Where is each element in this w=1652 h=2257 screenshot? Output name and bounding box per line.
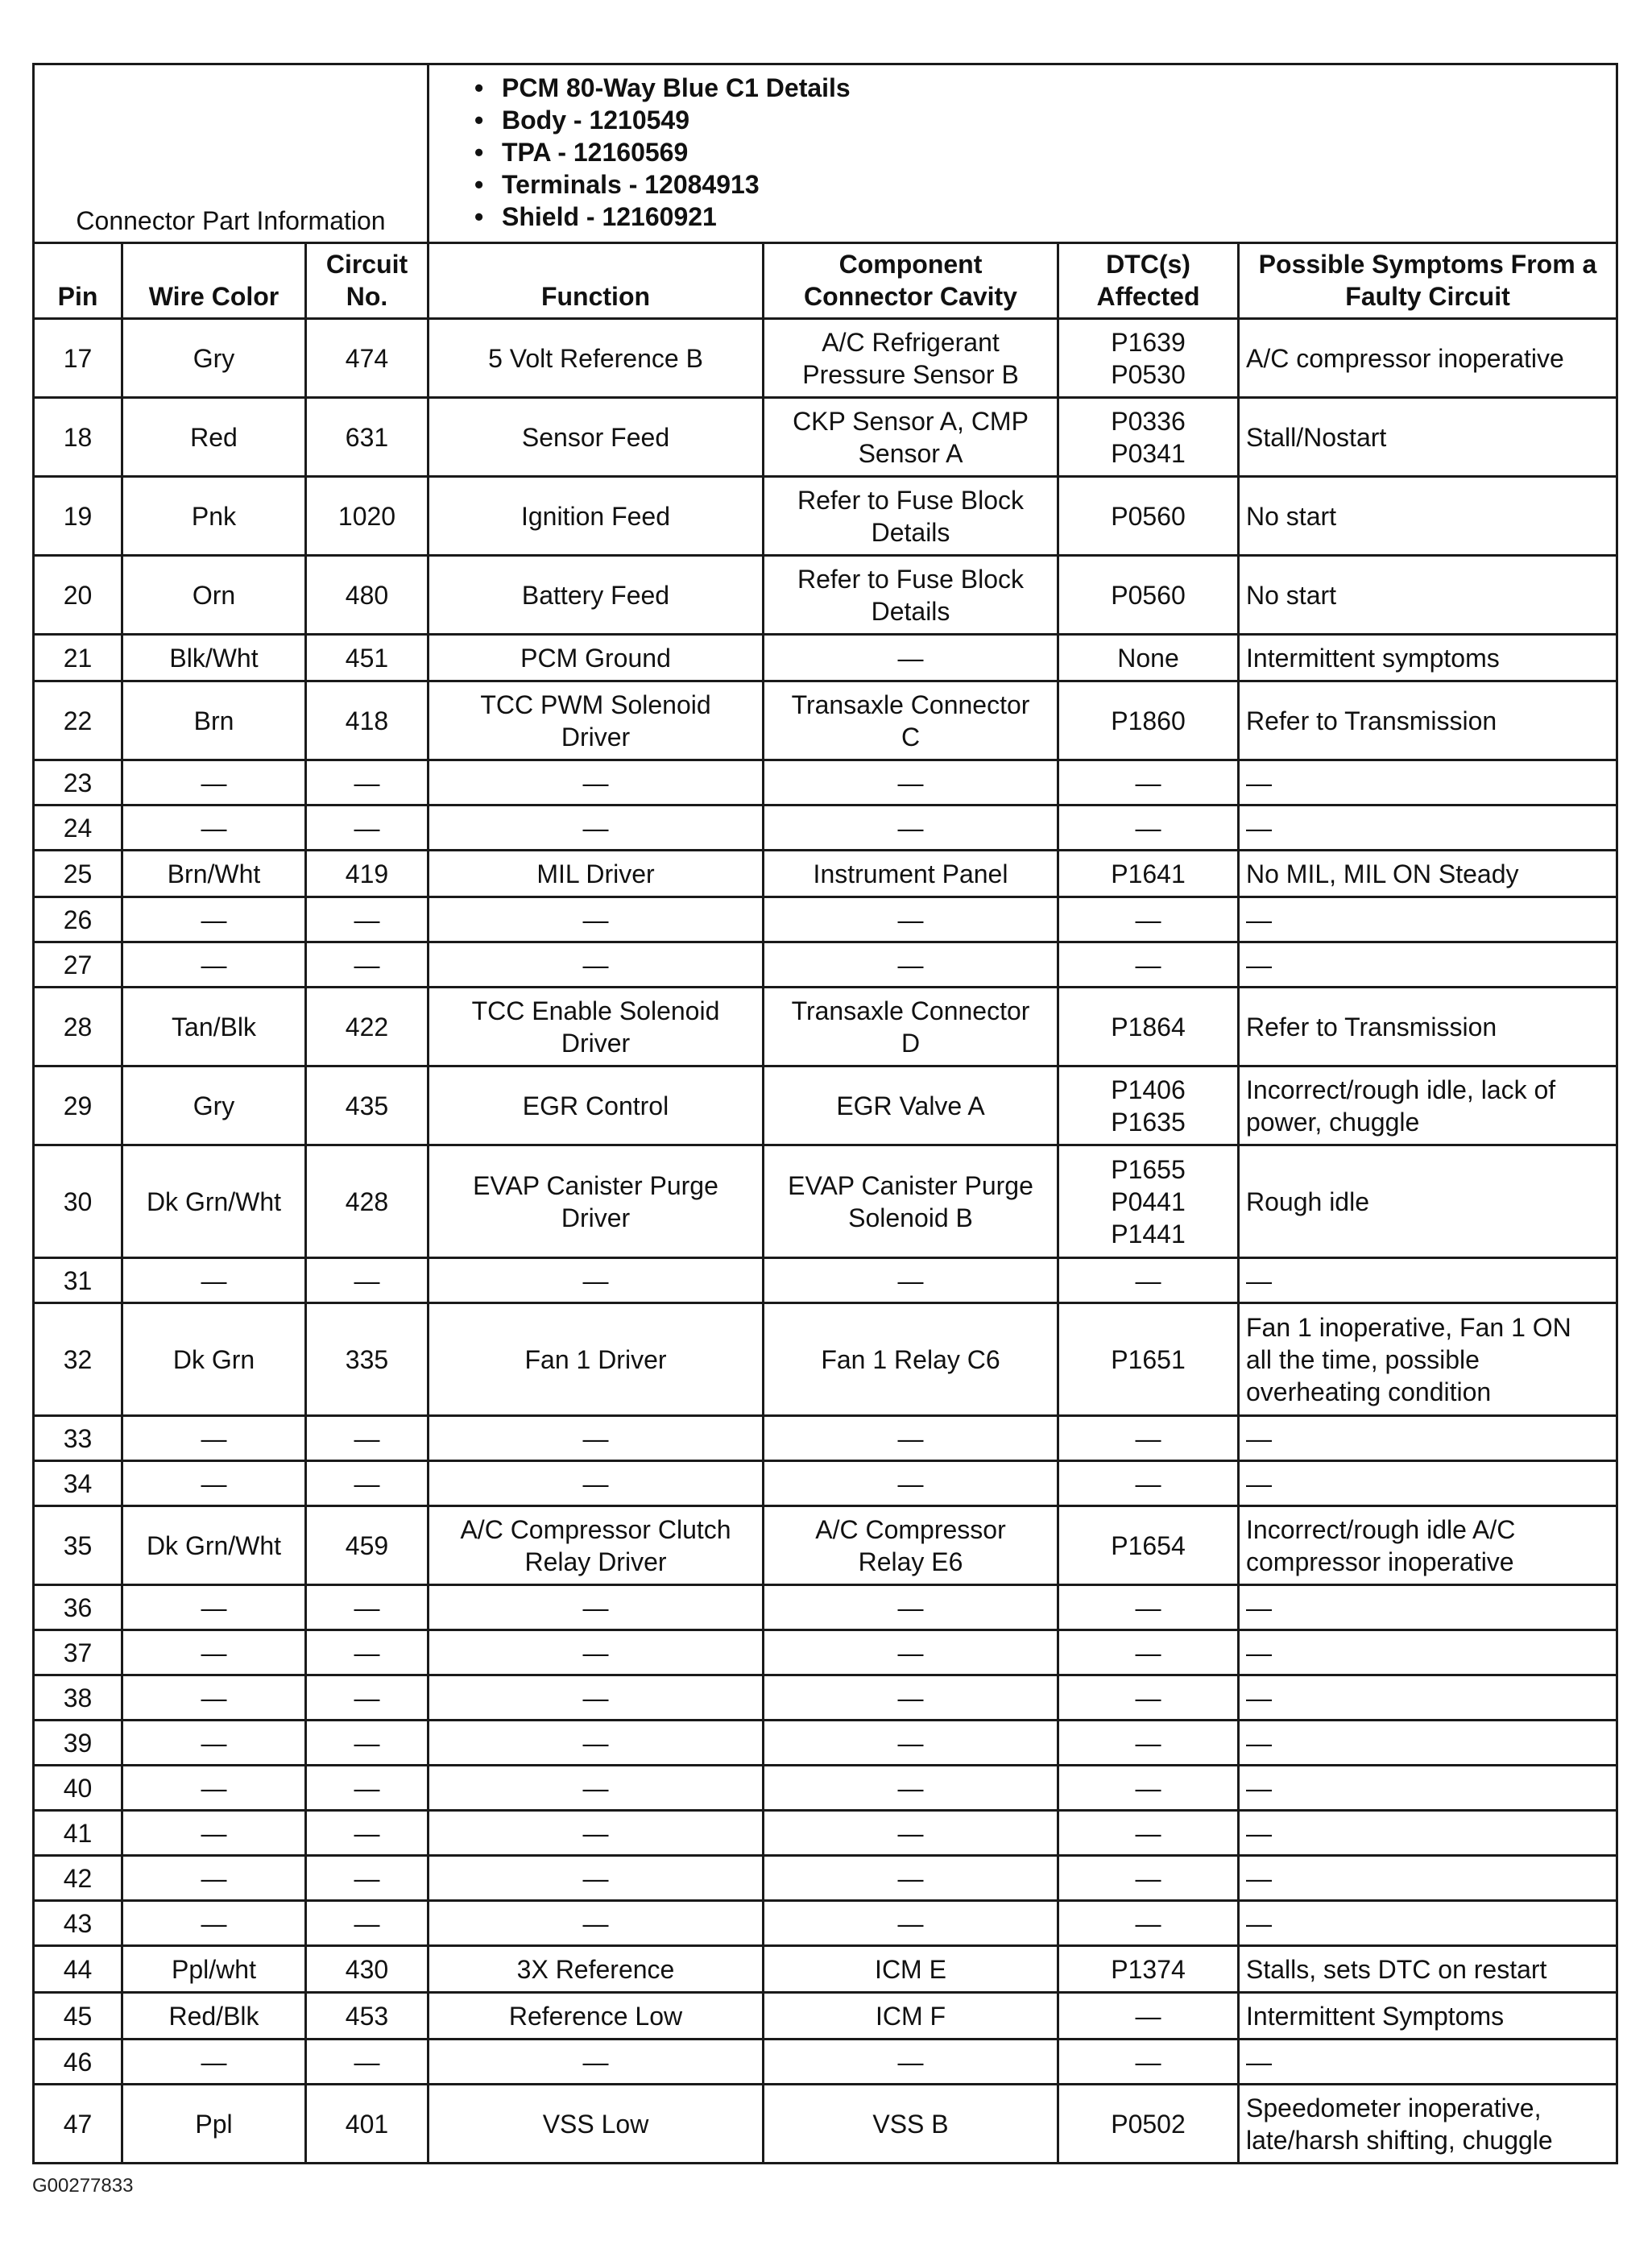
wire-color-cell: Ppl — [122, 2085, 306, 2164]
component-cavity-cell: CKP Sensor A, CMP Sensor A — [764, 398, 1058, 477]
dtc-cell: P1374 — [1058, 1946, 1239, 1993]
pin-cell: 31 — [34, 1258, 122, 1303]
circuit-no-cell: — — [306, 1901, 429, 1946]
component-cavity-cell: ICM E — [764, 1946, 1058, 1993]
function-cell: 3X Reference — [429, 1946, 764, 1993]
wire-color-cell: — — [122, 1258, 306, 1303]
dtc-cell: — — [1058, 1630, 1239, 1675]
dtc-cell: P1864 — [1058, 988, 1239, 1066]
wire-color-cell: — — [122, 1901, 306, 1946]
function-cell: PCM Ground — [429, 635, 764, 681]
column-header-component-cavity: Component Connector Cavity — [764, 243, 1058, 319]
pin-rows — [34, 319, 1617, 2164]
function-cell: — — [429, 1856, 764, 1901]
symptoms-cell: Fan 1 inoperative, Fan 1 ON all the time, possible overheating condition — [1239, 1303, 1617, 1416]
wire-color-cell: — — [122, 1766, 306, 1811]
pin-cell: 17 — [34, 319, 122, 398]
wire-color-cell: Orn — [122, 556, 306, 635]
component-cavity-cell: — — [764, 635, 1058, 681]
connector-info-row — [34, 64, 1617, 243]
circuit-no-cell: — — [306, 1721, 429, 1766]
dtc-cell: P1406 P1635 — [1058, 1066, 1239, 1145]
component-cavity-cell: Transaxle Connector D — [764, 988, 1058, 1066]
symptoms-cell: — — [1239, 1721, 1617, 1766]
bullet-icon: • — [474, 202, 484, 231]
table-row — [34, 942, 1617, 988]
wire-color-cell: — — [122, 1675, 306, 1721]
symptoms-cell: — — [1239, 1856, 1617, 1901]
function-cell: — — [429, 1766, 764, 1811]
symptoms-cell: Incorrect/rough idle, lack of power, chuggle — [1239, 1066, 1617, 1145]
pin-cell: 29 — [34, 1066, 122, 1145]
dtc-cell: P1655 P0441 P1441 — [1058, 1145, 1239, 1258]
component-cavity-cell: — — [764, 1630, 1058, 1675]
circuit-no-cell: 422 — [306, 988, 429, 1066]
component-cavity-cell: EGR Valve A — [764, 1066, 1058, 1145]
function-cell: — — [429, 805, 764, 851]
table-row — [34, 1303, 1617, 1416]
dtc-cell: None — [1058, 635, 1239, 681]
column-header-possible-symptoms: Possible Symptoms From a Faulty Circuit — [1239, 243, 1617, 319]
circuit-no-cell: — — [306, 2040, 429, 2085]
wire-color-cell: Dk Grn/Wht — [122, 1506, 306, 1585]
dtc-cell: P1651 — [1058, 1303, 1239, 1416]
table-row — [34, 477, 1617, 556]
table-row — [34, 1258, 1617, 1303]
symptoms-cell: — — [1239, 942, 1617, 988]
info-item-pcm: • PCM 80-Way Blue C1 Details — [474, 73, 851, 102]
wire-color-cell: — — [122, 760, 306, 805]
symptoms-cell: — — [1239, 805, 1617, 851]
pin-cell: 39 — [34, 1721, 122, 1766]
dtc-cell: — — [1058, 1461, 1239, 1506]
circuit-no-cell: — — [306, 805, 429, 851]
function-cell: 5 Volt Reference B — [429, 319, 764, 398]
component-cavity-cell: Instrument Panel — [764, 851, 1058, 897]
symptoms-cell: Refer to Transmission — [1239, 681, 1617, 760]
pin-cell: 46 — [34, 2040, 122, 2085]
function-cell: Ignition Feed — [429, 477, 764, 556]
symptoms-cell: Speedometer inoperative, late/harsh shifting, chuggle — [1239, 2085, 1617, 2164]
wire-color-cell: Tan/Blk — [122, 988, 306, 1066]
info-item-body: • Body - 1210549 — [474, 106, 690, 135]
circuit-no-cell: — — [306, 1811, 429, 1856]
wire-color-cell: Gry — [122, 1066, 306, 1145]
component-cavity-cell: — — [764, 1901, 1058, 1946]
component-cavity-cell: — — [764, 897, 1058, 942]
component-cavity-cell: — — [764, 760, 1058, 805]
component-cavity-cell: Refer to Fuse Block Details — [764, 477, 1058, 556]
dtc-cell: P1860 — [1058, 681, 1239, 760]
symptoms-cell: A/C compressor inoperative — [1239, 319, 1617, 398]
wire-color-cell: — — [122, 1585, 306, 1630]
bullet-icon: • — [474, 106, 484, 135]
table-row — [34, 1766, 1617, 1811]
dtc-cell: — — [1058, 942, 1239, 988]
symptoms-cell: — — [1239, 760, 1617, 805]
table-row — [34, 2085, 1617, 2164]
function-cell: EGR Control — [429, 1066, 764, 1145]
wire-color-cell: Pnk — [122, 477, 306, 556]
bullet-icon: • — [474, 73, 484, 102]
component-cavity-cell: EVAP Canister Purge Solenoid B — [764, 1145, 1058, 1258]
symptoms-cell: Refer to Transmission — [1239, 988, 1617, 1066]
table-row — [34, 1145, 1617, 1258]
wire-color-cell: — — [122, 1416, 306, 1461]
symptoms-cell: — — [1239, 1585, 1617, 1630]
wire-color-cell: Blk/Wht — [122, 635, 306, 681]
function-cell: EVAP Canister Purge Driver — [429, 1145, 764, 1258]
table-row — [34, 1993, 1617, 2040]
component-cavity-cell: — — [764, 1416, 1058, 1461]
table-row — [34, 681, 1617, 760]
column-header-row — [34, 243, 1617, 319]
function-cell: Sensor Feed — [429, 398, 764, 477]
dtc-cell: — — [1058, 1901, 1239, 1946]
dtc-cell: P0502 — [1058, 2085, 1239, 2164]
component-cavity-cell: — — [764, 1856, 1058, 1901]
function-cell: — — [429, 1630, 764, 1675]
symptoms-cell: — — [1239, 1811, 1617, 1856]
figure-id-label: G00277833 — [32, 2175, 134, 2197]
wire-color-cell: — — [122, 2040, 306, 2085]
symptoms-cell: Intermittent symptoms — [1239, 635, 1617, 681]
table-row — [34, 398, 1617, 477]
dtc-cell: P1639 P0530 — [1058, 319, 1239, 398]
pin-cell: 36 — [34, 1585, 122, 1630]
table-row — [34, 1675, 1617, 1721]
table-row — [34, 805, 1617, 851]
table-row — [34, 1946, 1617, 1993]
dtc-cell: P1654 — [1058, 1506, 1239, 1585]
circuit-no-cell: — — [306, 1258, 429, 1303]
circuit-no-cell: 451 — [306, 635, 429, 681]
function-cell: — — [429, 1461, 764, 1506]
pin-cell: 38 — [34, 1675, 122, 1721]
symptoms-cell: — — [1239, 1901, 1617, 1946]
pin-cell: 40 — [34, 1766, 122, 1811]
circuit-no-cell: 430 — [306, 1946, 429, 1993]
info-item-tpa: • TPA - 12160569 — [474, 138, 689, 167]
table-row — [34, 1721, 1617, 1766]
circuit-no-cell: — — [306, 897, 429, 942]
table-row — [34, 897, 1617, 942]
symptoms-cell: — — [1239, 1766, 1617, 1811]
symptoms-cell: Stalls, sets DTC on restart — [1239, 1946, 1617, 1993]
component-cavity-cell: — — [764, 2040, 1058, 2085]
pin-cell: 28 — [34, 988, 122, 1066]
info-item-terminals: • Terminals - 12084913 — [474, 170, 760, 199]
dtc-cell: P0560 — [1058, 477, 1239, 556]
component-cavity-cell: Transaxle Connector C — [764, 681, 1058, 760]
component-cavity-cell: — — [764, 1721, 1058, 1766]
dtc-cell: — — [1058, 1258, 1239, 1303]
pin-cell: 37 — [34, 1630, 122, 1675]
function-cell: — — [429, 1258, 764, 1303]
wire-color-cell: Gry — [122, 319, 306, 398]
function-cell: — — [429, 760, 764, 805]
component-cavity-cell: ICM F — [764, 1993, 1058, 2040]
circuit-no-cell: — — [306, 1461, 429, 1506]
function-cell: — — [429, 1675, 764, 1721]
info-item-shield: • Shield - 12160921 — [474, 202, 717, 231]
table-row — [34, 1856, 1617, 1901]
pin-cell: 30 — [34, 1145, 122, 1258]
table-row — [34, 851, 1617, 897]
wire-color-cell: Red — [122, 398, 306, 477]
dtc-cell: P1641 — [1058, 851, 1239, 897]
symptoms-cell: Stall/Nostart — [1239, 398, 1617, 477]
table-row — [34, 635, 1617, 681]
dtc-cell: P0560 — [1058, 556, 1239, 635]
symptoms-cell: No start — [1239, 477, 1617, 556]
pin-cell: 41 — [34, 1811, 122, 1856]
pin-cell: 42 — [34, 1856, 122, 1901]
function-cell: Battery Feed — [429, 556, 764, 635]
table-row — [34, 319, 1617, 398]
table-row — [34, 1066, 1617, 1145]
pin-cell: 45 — [34, 1993, 122, 2040]
column-header-circuit-no: Circuit No. — [306, 243, 429, 319]
component-cavity-cell: Fan 1 Relay C6 — [764, 1303, 1058, 1416]
component-cavity-cell: — — [764, 1766, 1058, 1811]
wire-color-cell: Dk Grn — [122, 1303, 306, 1416]
dtc-cell: — — [1058, 1721, 1239, 1766]
pin-cell: 32 — [34, 1303, 122, 1416]
function-cell: — — [429, 2040, 764, 2085]
wire-color-cell: — — [122, 805, 306, 851]
table-row — [34, 1585, 1617, 1630]
circuit-no-cell: 428 — [306, 1145, 429, 1258]
symptoms-cell: — — [1239, 2040, 1617, 2085]
symptoms-cell: — — [1239, 1461, 1617, 1506]
circuit-no-cell: — — [306, 1630, 429, 1675]
pin-cell: 44 — [34, 1946, 122, 1993]
function-cell: A/C Compressor Clutch Relay Driver — [429, 1506, 764, 1585]
circuit-no-cell: — — [306, 1585, 429, 1630]
connector-table-container — [32, 63, 1616, 2164]
pin-cell: 25 — [34, 851, 122, 897]
pin-cell: 20 — [34, 556, 122, 635]
column-header-function: Function — [429, 243, 764, 319]
symptoms-cell: — — [1239, 1258, 1617, 1303]
circuit-no-cell: — — [306, 1675, 429, 1721]
dtc-cell: — — [1058, 1766, 1239, 1811]
wire-color-cell: — — [122, 1630, 306, 1675]
wire-color-cell: Brn — [122, 681, 306, 760]
connector-part-info-label: Connector Part Information — [34, 64, 429, 243]
component-cavity-cell: — — [764, 1585, 1058, 1630]
table-row — [34, 1630, 1617, 1675]
table-row — [34, 556, 1617, 635]
symptoms-cell: No start — [1239, 556, 1617, 635]
component-cavity-cell: — — [764, 1461, 1058, 1506]
component-cavity-cell: A/C Compressor Relay E6 — [764, 1506, 1058, 1585]
function-cell: — — [429, 942, 764, 988]
circuit-no-cell: 453 — [306, 1993, 429, 2040]
symptoms-cell: Incorrect/rough idle A/C compressor inoperative — [1239, 1506, 1617, 1585]
connector-part-info-details — [429, 64, 1617, 243]
circuit-no-cell: — — [306, 1856, 429, 1901]
component-cavity-cell: — — [764, 942, 1058, 988]
connector-pinout-table — [32, 63, 1618, 2164]
wire-color-cell: — — [122, 1811, 306, 1856]
symptoms-cell: — — [1239, 1416, 1617, 1461]
dtc-cell: — — [1058, 2040, 1239, 2085]
wire-color-cell: — — [122, 897, 306, 942]
dtc-cell: — — [1058, 1675, 1239, 1721]
function-cell: Reference Low — [429, 1993, 764, 2040]
bullet-icon: • — [474, 138, 484, 167]
function-cell: — — [429, 1901, 764, 1946]
circuit-no-cell: 419 — [306, 851, 429, 897]
wire-color-cell: Dk Grn/Wht — [122, 1145, 306, 1258]
component-cavity-cell: — — [764, 1258, 1058, 1303]
pin-cell: 26 — [34, 897, 122, 942]
circuit-no-cell: 631 — [306, 398, 429, 477]
circuit-no-cell: 435 — [306, 1066, 429, 1145]
symptoms-cell: — — [1239, 897, 1617, 942]
wire-color-cell: — — [122, 1856, 306, 1901]
table-row — [34, 760, 1617, 805]
function-cell: TCC Enable Solenoid Driver — [429, 988, 764, 1066]
circuit-no-cell: — — [306, 1416, 429, 1461]
dtc-cell: P0336 P0341 — [1058, 398, 1239, 477]
wire-color-cell: Red/Blk — [122, 1993, 306, 2040]
circuit-no-cell: 474 — [306, 319, 429, 398]
pin-cell: 34 — [34, 1461, 122, 1506]
dtc-cell: — — [1058, 1811, 1239, 1856]
circuit-no-cell: — — [306, 760, 429, 805]
column-header-pin: Pin — [34, 243, 122, 319]
function-cell: — — [429, 1585, 764, 1630]
dtc-cell: — — [1058, 897, 1239, 942]
dtc-cell: — — [1058, 1993, 1239, 2040]
component-cavity-cell: — — [764, 1811, 1058, 1856]
table-row — [34, 1811, 1617, 1856]
component-cavity-cell: — — [764, 805, 1058, 851]
pin-cell: 43 — [34, 1901, 122, 1946]
symptoms-cell: — — [1239, 1675, 1617, 1721]
symptoms-cell: No MIL, MIL ON Steady — [1239, 851, 1617, 897]
function-cell: — — [429, 897, 764, 942]
circuit-no-cell: 1020 — [306, 477, 429, 556]
wire-color-cell: — — [122, 1461, 306, 1506]
dtc-cell: — — [1058, 760, 1239, 805]
column-header-dtc-affected: DTC(s) Affected — [1058, 243, 1239, 319]
function-cell: — — [429, 1721, 764, 1766]
table-row — [34, 988, 1617, 1066]
wire-color-cell: — — [122, 942, 306, 988]
wire-color-cell: Brn/Wht — [122, 851, 306, 897]
symptoms-cell: — — [1239, 1630, 1617, 1675]
table-row — [34, 1416, 1617, 1461]
symptoms-cell: Intermittent Symptoms — [1239, 1993, 1617, 2040]
dtc-cell: — — [1058, 1416, 1239, 1461]
circuit-no-cell: 418 — [306, 681, 429, 760]
function-cell: Fan 1 Driver — [429, 1303, 764, 1416]
pin-cell: 27 — [34, 942, 122, 988]
circuit-no-cell: 401 — [306, 2085, 429, 2164]
symptoms-cell: Rough idle — [1239, 1145, 1617, 1258]
bullet-icon: • — [474, 170, 484, 199]
pin-cell: 47 — [34, 2085, 122, 2164]
function-cell: — — [429, 1416, 764, 1461]
pin-cell: 35 — [34, 1506, 122, 1585]
function-cell: VSS Low — [429, 2085, 764, 2164]
dtc-cell: — — [1058, 1585, 1239, 1630]
table-row — [34, 2040, 1617, 2085]
function-cell: — — [429, 1811, 764, 1856]
pin-cell: 21 — [34, 635, 122, 681]
circuit-no-cell: 480 — [306, 556, 429, 635]
connector-part-info-list — [474, 72, 1611, 233]
wire-color-cell: Ppl/wht — [122, 1946, 306, 1993]
pin-cell: 23 — [34, 760, 122, 805]
column-header-wire-color: Wire Color — [122, 243, 306, 319]
pin-cell: 33 — [34, 1416, 122, 1461]
function-cell: TCC PWM Solenoid Driver — [429, 681, 764, 760]
table-row — [34, 1506, 1617, 1585]
table-row — [34, 1461, 1617, 1506]
circuit-no-cell: 335 — [306, 1303, 429, 1416]
pin-cell: 19 — [34, 477, 122, 556]
dtc-cell: — — [1058, 805, 1239, 851]
component-cavity-cell: VSS B — [764, 2085, 1058, 2164]
table-row — [34, 1901, 1617, 1946]
component-cavity-cell: — — [764, 1675, 1058, 1721]
circuit-no-cell: — — [306, 1766, 429, 1811]
component-cavity-cell: Refer to Fuse Block Details — [764, 556, 1058, 635]
circuit-no-cell: 459 — [306, 1506, 429, 1585]
pin-cell: 24 — [34, 805, 122, 851]
pin-cell: 22 — [34, 681, 122, 760]
function-cell: MIL Driver — [429, 851, 764, 897]
dtc-cell: — — [1058, 1856, 1239, 1901]
component-cavity-cell: A/C Refrigerant Pressure Sensor B — [764, 319, 1058, 398]
circuit-no-cell: — — [306, 942, 429, 988]
pin-cell: 18 — [34, 398, 122, 477]
wire-color-cell: — — [122, 1721, 306, 1766]
